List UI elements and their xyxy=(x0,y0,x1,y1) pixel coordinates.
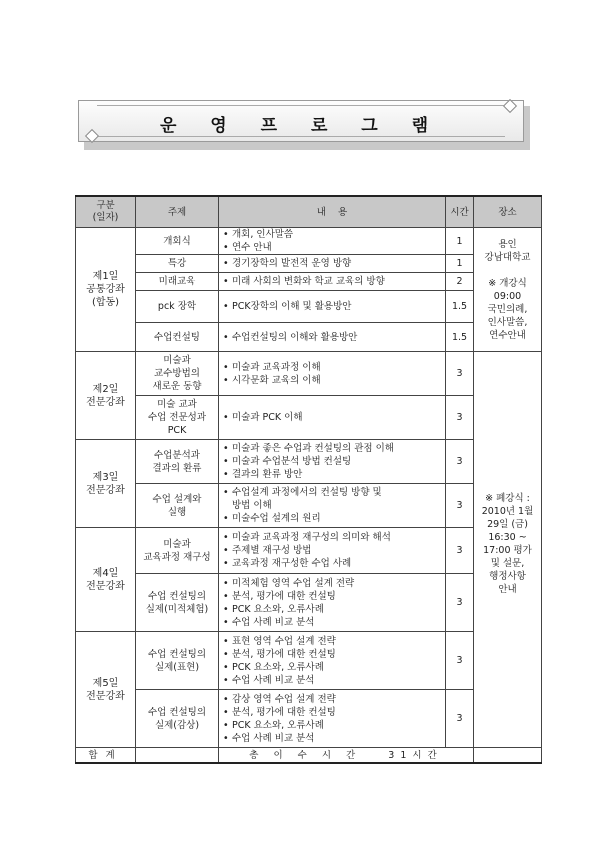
table-row xyxy=(76,440,542,484)
content-item: • 미술과 좋은 수업과 컨설팅의 관점 이해 xyxy=(232,442,442,455)
content-list xyxy=(222,635,442,687)
banner-box xyxy=(78,100,524,142)
header-subject: 주제 xyxy=(136,196,219,228)
hours-cell: 3 xyxy=(446,632,474,690)
day-group-cell: 제4일 전문강좌 xyxy=(76,528,136,632)
total-hours-text: 총 이 수 시 간 31시간 xyxy=(219,748,474,764)
content-cell xyxy=(219,273,446,291)
hours-cell: 1.5 xyxy=(446,291,474,323)
content-list xyxy=(222,693,442,745)
hours-cell: 3 xyxy=(446,528,474,574)
table-row xyxy=(76,484,542,528)
content-item: • 분석, 평가에 대한 컨설팅 xyxy=(232,648,442,661)
content-list xyxy=(222,361,442,387)
content-item: • 미적체험 영역 수업 설계 전략 xyxy=(232,577,442,590)
content-cell xyxy=(219,484,446,528)
content-cell xyxy=(219,574,446,632)
table-row xyxy=(76,273,542,291)
header-hours: 시간 xyxy=(446,196,474,228)
content-item: • 수업컨설팅의 이해와 활용방안 xyxy=(232,331,442,344)
table-row xyxy=(76,323,542,352)
content-item: • 시각문화 교육의 이해 xyxy=(232,374,442,387)
total-label: 합계 xyxy=(76,748,136,764)
content-item: • 분석, 평가에 대한 컨설팅 xyxy=(232,590,442,603)
content-item: • 분석, 평가에 대한 컨설팅 xyxy=(232,706,442,719)
content-item: • PCK 요소와, 오류사례 xyxy=(232,661,442,674)
content-cell xyxy=(219,528,446,574)
hours-cell: 3 xyxy=(446,484,474,528)
total-row xyxy=(76,748,542,764)
subject-cell: 미술 교과 수업 전문성과 PCK xyxy=(136,396,219,440)
table-row xyxy=(76,228,542,255)
subject-cell: 미술과 교수방법의 새로운 동향 xyxy=(136,352,219,396)
content-list xyxy=(222,228,442,254)
subject-cell: 수업컨설팅 xyxy=(136,323,219,352)
hours-cell: 3 xyxy=(446,690,474,748)
table-row xyxy=(76,528,542,574)
day-group-cell: 제5일 전문강좌 xyxy=(76,632,136,748)
content-item: • 감상 영역 수업 설계 전략 xyxy=(232,693,442,706)
subject-cell: 개회식 xyxy=(136,228,219,255)
table-row xyxy=(76,352,542,396)
content-list xyxy=(222,300,442,313)
header-content: 내 용 xyxy=(219,196,446,228)
content-list xyxy=(222,577,442,629)
content-item: • 교육과정 재구성한 수업 사례 xyxy=(232,557,442,570)
content-item: • PCK 요소와, 오류사례 xyxy=(232,603,442,616)
subject-cell: 미술과 교육과정 재구성 xyxy=(136,528,219,574)
subject-cell: 특강 xyxy=(136,255,219,273)
hours-cell: 3 xyxy=(446,352,474,396)
place-cell: ※ 폐강식 : 2010년 1월 29일 (금) 16:30 ~ 17:00 평가 및 설문, 행정사항 안내 xyxy=(474,352,542,748)
place-cell: 용인 강남대학교 ※ 개강식 09:00 국민의례, 인사말씀, 연수안내 xyxy=(474,228,542,352)
hours-cell: 2 xyxy=(446,273,474,291)
table-row xyxy=(76,690,542,748)
hours-cell: 1 xyxy=(446,228,474,255)
content-cell xyxy=(219,255,446,273)
subject-cell: 수업 컨설팅의 실제(미적체험) xyxy=(136,574,219,632)
content-item: • 미래 사회의 변화와 학교 교육의 방향 xyxy=(232,275,442,288)
subject-cell: 수업 설계와 실행 xyxy=(136,484,219,528)
subject-cell: 수업 컨설팅의 실제(표현) xyxy=(136,632,219,690)
table-row xyxy=(76,255,542,273)
content-list xyxy=(222,531,442,570)
content-item: • 미술과 교육과정 이해 xyxy=(232,361,442,374)
content-cell xyxy=(219,228,446,255)
content-item: • 수업 사례 비교 분석 xyxy=(232,616,442,629)
table-row xyxy=(76,632,542,690)
content-item: • PCK장학의 이해 및 활용방안 xyxy=(232,300,442,313)
content-cell xyxy=(219,291,446,323)
content-item: • 표현 영역 수업 설계 전략 xyxy=(232,635,442,648)
hours-cell: 3 xyxy=(446,574,474,632)
page-title: 운 영 프 로 그 램 xyxy=(159,116,443,136)
banner-top-rule xyxy=(97,105,505,106)
content-item: • 결과의 환류 방안 xyxy=(232,468,442,481)
banner-bottom-rule xyxy=(97,136,505,137)
table-header-row xyxy=(76,196,542,228)
table-row xyxy=(76,396,542,440)
content-cell xyxy=(219,690,446,748)
title-banner xyxy=(78,100,530,150)
hours-cell: 3 xyxy=(446,396,474,440)
day-group-cell: 제2일 전문강좌 xyxy=(76,352,136,440)
hours-cell: 3 xyxy=(446,440,474,484)
subject-cell: pck 장학 xyxy=(136,291,219,323)
content-item: • 미술과 수업분석 방법 컨설팅 xyxy=(232,455,442,468)
total-empty-cell xyxy=(474,748,542,764)
content-item: • 개회, 인사말씀 xyxy=(232,228,442,241)
hours-cell: 1.5 xyxy=(446,323,474,352)
content-list xyxy=(222,442,442,481)
subject-cell: 미래교육 xyxy=(136,273,219,291)
program-table xyxy=(75,195,542,764)
total-empty-cell xyxy=(136,748,219,764)
header-group: 구분 (일자) xyxy=(76,196,136,228)
subject-cell: 수업분석과 결과의 환류 xyxy=(136,440,219,484)
hours-cell: 1 xyxy=(446,255,474,273)
content-cell xyxy=(219,323,446,352)
table-row xyxy=(76,574,542,632)
content-list xyxy=(222,275,442,288)
content-item: • 수업설계 과정에서의 컨설팅 방향 및 방법 이해 xyxy=(232,486,442,512)
content-item: • 수업 사례 비교 분석 xyxy=(232,732,442,745)
content-cell xyxy=(219,352,446,396)
day-group-cell: 제1일 공통강좌 (합동) xyxy=(76,228,136,352)
content-list xyxy=(222,411,442,424)
content-item: • 미술수업 설계의 원리 xyxy=(232,512,442,525)
header-place: 장소 xyxy=(474,196,542,228)
content-item: • 미술과 PCK 이해 xyxy=(232,411,442,424)
content-item: • 미술과 교육과정 재구성의 의미와 해석 xyxy=(232,531,442,544)
content-list xyxy=(222,486,442,525)
content-item: • 연수 안내 xyxy=(232,241,442,254)
content-item: • 주제별 재구성 방법 xyxy=(232,544,442,557)
content-item: • PCK 요소와, 오류사례 xyxy=(232,719,442,732)
subject-cell: 수업 컨설팅의 실제(감상) xyxy=(136,690,219,748)
content-cell xyxy=(219,440,446,484)
content-item: • 수업 사례 비교 분석 xyxy=(232,674,442,687)
content-list xyxy=(222,257,442,270)
content-item: • 경기장학의 발전적 운영 방향 xyxy=(232,257,442,270)
content-list xyxy=(222,331,442,344)
content-cell xyxy=(219,632,446,690)
day-group-cell: 제3일 전문강좌 xyxy=(76,440,136,528)
table-row xyxy=(76,291,542,323)
content-cell xyxy=(219,396,446,440)
